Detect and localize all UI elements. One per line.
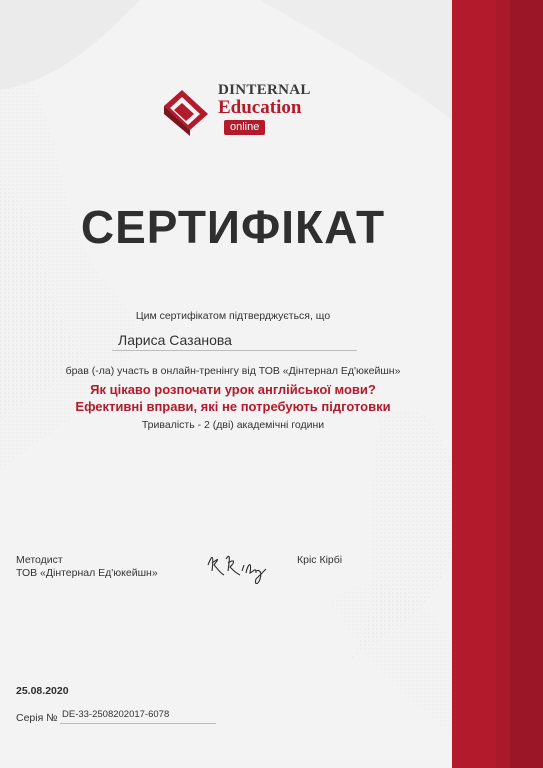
issue-date: 25.08.2020 (16, 685, 69, 697)
logo-text-dinternal: DINTERNAL (218, 82, 311, 98)
handwritten-signature (200, 545, 280, 589)
signatory-name: Кріс Кірбі (297, 554, 343, 566)
recipient-field (112, 330, 357, 351)
course-title-line-1: Як цікаво розпочати урок англійської мови? (90, 382, 376, 397)
serial-label: Серія № (16, 712, 58, 724)
certificate-title: СЕРТИФІКАТ (80, 201, 386, 253)
logo-online-badge: online (224, 120, 265, 135)
participation-text: брав (-ла) участь в онлайн-тренінгу від ТОВ «Дінтернал Ед'юкейшн» (65, 365, 401, 377)
logo-text-education: Education (218, 97, 302, 118)
duration-text: Тривалість - 2 (дві) академічні години (141, 419, 325, 431)
company-logo (160, 82, 320, 140)
serial-number: DE-33-2508202017-6078 (62, 709, 170, 720)
signatory-role-company: ТОВ «Дінтернал Ед'юкейшн» (16, 567, 158, 579)
serial-field (60, 707, 216, 724)
recipient-name: Лариса Сазанова (118, 332, 232, 348)
signatory-role (16, 554, 158, 580)
course-title-line-2: Ефективні вправи, які не потребують підготовки (75, 399, 391, 414)
signatory-role-title: Методист (16, 554, 63, 566)
intro-text: Цим сертифікатом підтверджується, що (135, 310, 331, 322)
book-logo-icon (160, 88, 212, 136)
